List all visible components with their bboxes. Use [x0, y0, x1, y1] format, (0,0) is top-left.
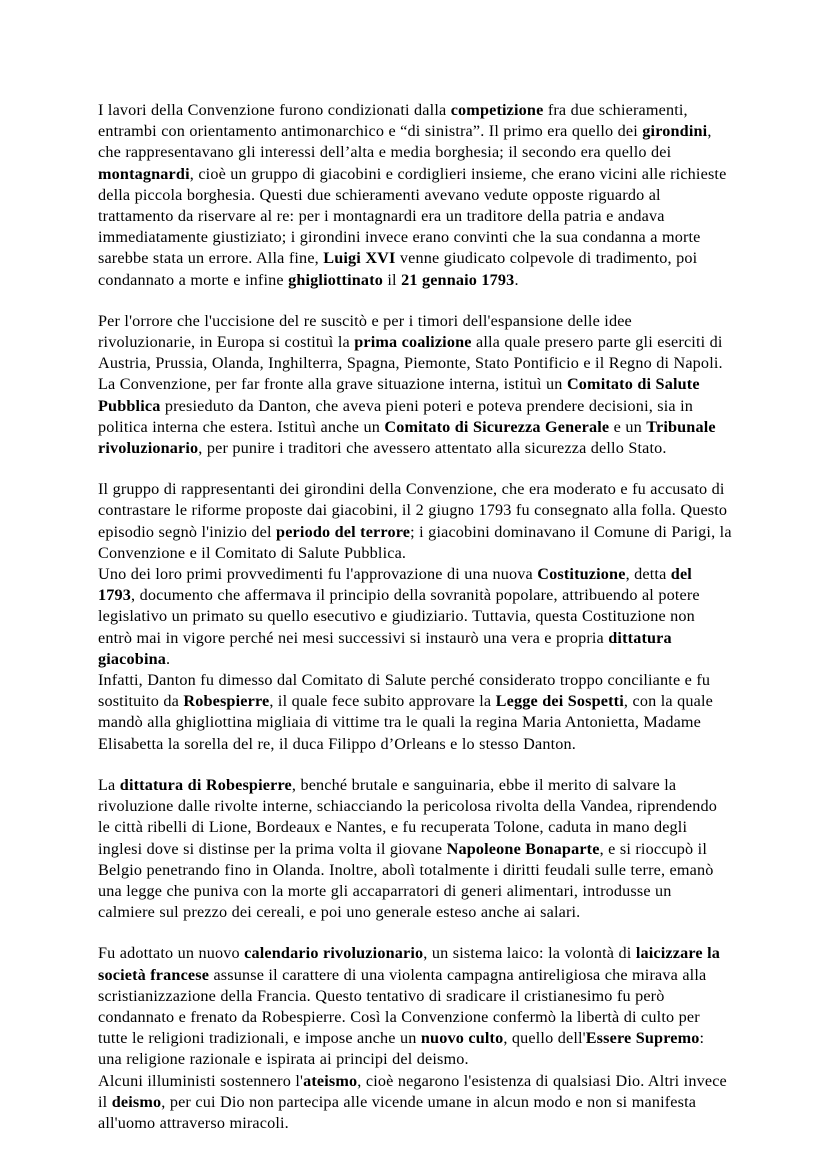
body-text: il: [383, 270, 402, 289]
body-text: venne giudicato colpevole di tradimento, poi condannato a morte e infine: [98, 249, 698, 289]
body-text: , un sistema laico: la volontà di: [423, 944, 636, 963]
body-text: , e si rioccupò il Belgio penetrando fino in Olanda. Inoltre, abolì totalmente i diritti feudali sulle terre, emanò una legge che puniva con la morte gli accaparratori di generi alimentari, introdusse un calmiere sul prezzo dei cereali, e poi uno generale esteso anche ai salari.: [98, 839, 714, 922]
paragraph: [98, 311, 732, 459]
body-text: , cioè negarono l'esistenza di qualsiasi Dio. Altri invece il: [98, 1071, 727, 1111]
emphasis-bold-text: Comitato di Salute Pubblica: [98, 375, 700, 415]
body-text: Per l'orrore che l'uccisione del re suscitò e per i timori dell'espansione delle idee rivoluzionarie, in Europa si costituì la: [98, 311, 632, 352]
emphasis-bold-text: Essere Supremo: [585, 1029, 700, 1048]
emphasis-bold-text: ghigliottinato: [288, 270, 383, 289]
emphasis-bold-text: Robespierre: [183, 692, 270, 711]
document-text-body: [98, 100, 732, 1134]
body-text: , per cui Dio non partecipa alle vicende umane in alcun modo e non si manifesta all'uomo attraverso miracoli.: [98, 1092, 697, 1132]
body-text: .: [514, 270, 519, 289]
emphasis-bold-text: Costituzione: [537, 565, 626, 584]
emphasis-bold-text: Luigi XVI: [323, 249, 396, 268]
body-text: , il quale fece subito approvare la: [269, 692, 496, 711]
body-text: ; i giacobini dominavano il Comune di Parigi, la Convenzione e il Comitato di Salute Pubblica.: [98, 522, 732, 562]
body-text: Alcuni illuministi sostennero l': [98, 1071, 304, 1090]
emphasis-bold-text: laicizzare la società francese: [98, 944, 721, 984]
body-text: Uno dei loro primi provvedimenti fu l'approvazione di una nuova: [98, 565, 538, 584]
body-text: , benché brutale e sanguinaria, ebbe il merito di salvare la rivoluzione dalle rivolte interne, schiacciando la pericolosa rivolta della Vandea, riprendendo le città ribelli di Lione, Bordeaux e Nantes, e fu recuperata Tolone, caduta in mano degli inglesi dove si distinse per la prima volta il giovane: [98, 775, 718, 858]
emphasis-bold-text: competizione: [450, 101, 544, 119]
body-text: fra due schieramenti, entrambi con orientamento antimonarchico e “di sinistra”. Il primo era quello dei: [98, 101, 688, 141]
body-text: Fu adottato un nuovo: [98, 944, 245, 963]
body-text: La: [98, 775, 120, 794]
emphasis-bold-text: dittatura di Robespierre: [119, 775, 292, 794]
emphasis-bold-text: periodo del terrore: [276, 522, 411, 541]
body-text: , quello dell': [503, 1029, 586, 1048]
paragraph: [98, 100, 732, 291]
body-text: e un: [609, 417, 647, 436]
emphasis-bold-text: deismo: [111, 1092, 162, 1111]
emphasis-bold-text: dittatura giacobina: [98, 628, 672, 668]
body-text: : una religione razionale e ispirata ai principi del deismo.: [98, 1029, 705, 1069]
emphasis-bold-text: montagnardi: [98, 164, 190, 183]
body-text: , per punire i traditori che avessero attentato alla sicurezza dello Stato.: [198, 439, 667, 458]
emphasis-bold-text: nuovo culto: [420, 1029, 504, 1048]
body-text: .: [166, 649, 171, 668]
body-text: , cioè un gruppo di giacobini e cordiglieri insieme, che erano vicini alle richieste della piccola borghesia. Questi due schieramenti avevano vedute opposte riguardo al trattamento da riservare al re: per i montagnardi era un traditore della patria e andava immediatamente giustiziato; i girondini invece erano convinti che la sua condanna a morte sarebbe stata un errore. Alla fine,: [98, 164, 727, 268]
body-text: Infatti, Danton fu dimesso dal Comitato di Salute perché considerato troppo conciliante e fu sostituito da: [98, 671, 711, 711]
body-text: Il gruppo di rappresentanti dei girondini della Convenzione, che era moderato e fu accusato di contrastare le riforme proposte dai giacobini, il 2 giugno 1793 fu consegnato alla folla. Questo episodio segnò l'inizio del: [98, 480, 728, 541]
body-text: alla quale presero parte gli eserciti di Austria, Prussia, Olanda, Inghilterra, Spagna, Piemonte, Stato Pontificio e il Regno di Napoli. La Convenzione, per far fronte alla grave situazione interna, istituì un: [98, 333, 723, 394]
emphasis-bold-text: girondini: [642, 122, 708, 141]
body-text: , documento che affermava il principio della sovranità popolare, attribuendo al potere legislativo un primato su quello esecutivo e giudiziario. Tuttavia, questa Costituzione non entrò mai in vigore perché nei mesi successivi si instaurò una vera e propria: [98, 586, 700, 647]
emphasis-bold-text: ateismo: [303, 1071, 358, 1090]
paragraph: [98, 943, 732, 1134]
body-text: , detta: [625, 565, 671, 584]
body-text: , con la quale mandò alla ghigliottina migliaia di vittime tra le quali la regina Maria Antonietta, Madame Elisabetta la sorella del re, il duca Filippo d’Orleans e lo stesso Danton.: [98, 692, 713, 753]
emphasis-bold-text: Tribunale rivoluzionario: [98, 417, 716, 458]
emphasis-bold-text: Napoleone Bonaparte: [446, 839, 600, 858]
emphasis-bold-text: Legge dei Sospetti: [495, 692, 624, 711]
body-text: assunse il carattere di una violenta campagna antireligiosa che mirava alla scristianizzazione della Francia. Questo tentativo di sradicare il cristianesimo fu però condannato e frenato da Robespierre. Così la Convenzione confermò la libertà di culto per tutte le religioni tradizionali, e impose anche un: [98, 965, 707, 1048]
body-text: I lavori della Convenzione furono condizionati dalla: [98, 101, 451, 119]
emphasis-bold-text: prima coalizione: [354, 333, 472, 352]
emphasis-bold-text: Comitato di Sicurezza Generale: [384, 417, 610, 436]
body-text: , che rappresentavano gli interessi dell’alta e media borghesia; il secondo era quello dei: [98, 122, 712, 162]
emphasis-bold-text: del 1793: [98, 565, 692, 605]
emphasis-bold-text: calendario rivoluzionario: [244, 944, 424, 963]
body-text: presieduto da Danton, che aveva pieni poteri e poteva prendere decisioni, sia in politica interna che estera. Istituì anche un: [98, 396, 694, 436]
emphasis-bold-text: 21 gennaio 1793: [401, 270, 515, 289]
paragraph: [98, 775, 732, 923]
paragraph: [98, 479, 732, 755]
